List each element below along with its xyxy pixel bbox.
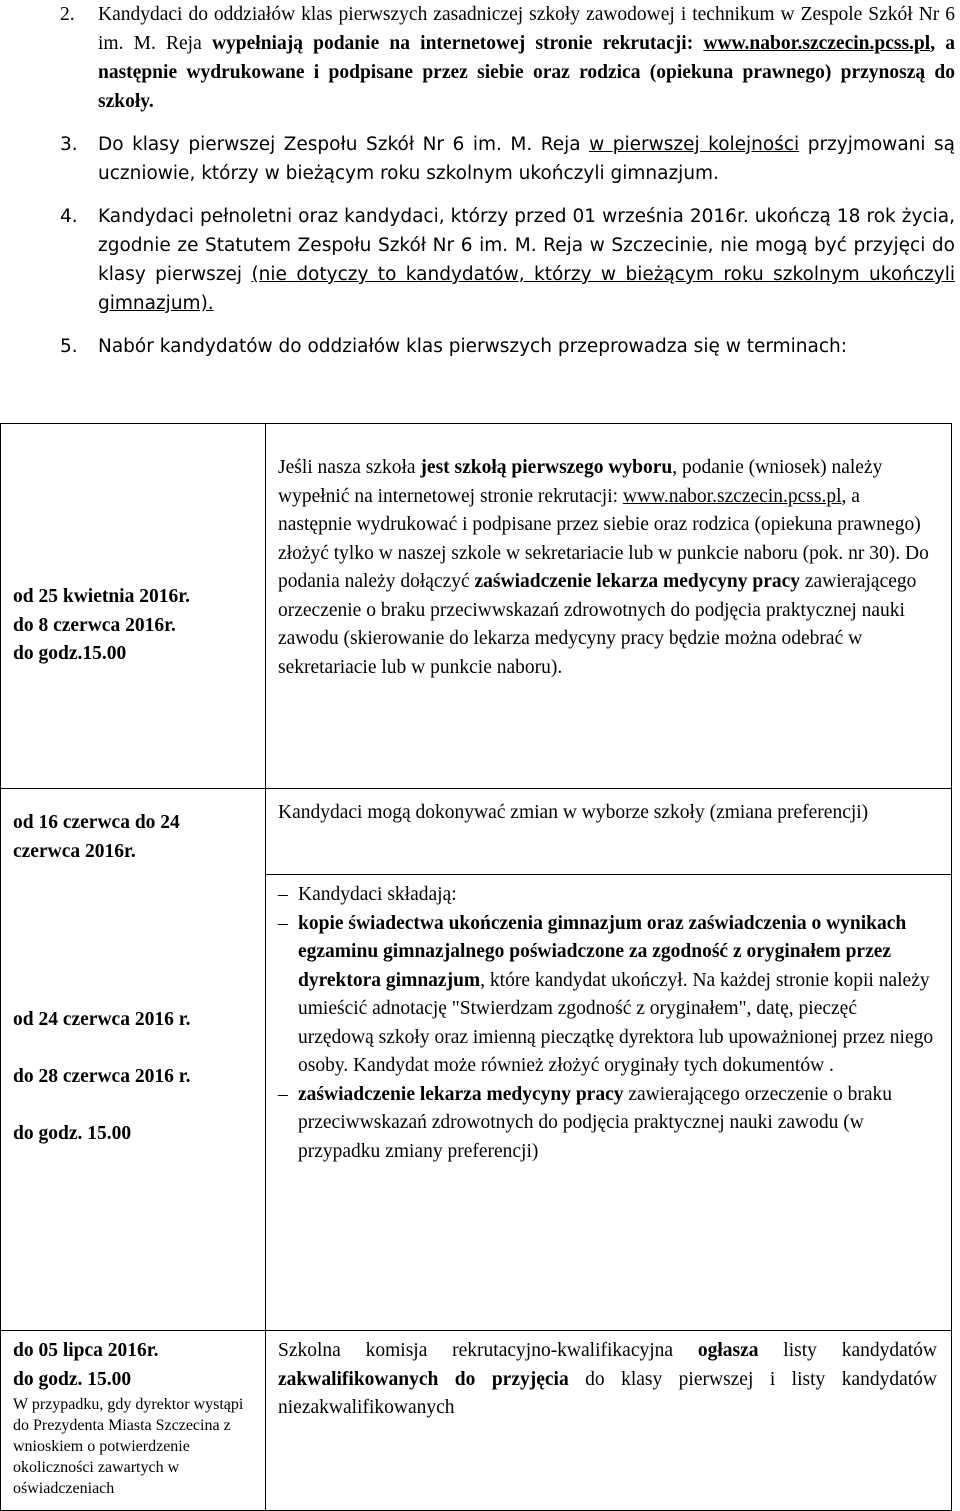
date-cell: od 16 czerwca do 24 czerwca 2016r. <box>1 789 266 875</box>
dash-marker: – <box>278 884 288 905</box>
description-cell: Szkolna komisja rekrutacyjno-kwalifikacyjna ogłasza listy kandydatów zakwalifikowanych do przyjęcia do klasy pierwszej i listy kandydatów niezakwalifikowanych <box>266 1331 952 1511</box>
recruitment-link[interactable]: www.nabor.szczecin.pcss.pl <box>703 33 931 54</box>
date-cell: od 25 kwietnia 2016r. do 8 czerwca 2016r. do godz.15.00 <box>1 424 266 789</box>
list-item-2: 2. Kandydaci do oddziałów klas pierwszych zasadniczej szkoły zawodowej i technikum w Zespole Szkół Nr 6 im. M. Reja wypełniają podanie na internetowej stronie rekrutacji: www.nabor.szczecin.pcss.pl, a następnie wydrukowane i podpisane przez siebie oraz rodzica (opiekuna prawnego) przynoszą do szkoły. <box>60 0 955 116</box>
date-cell: od 24 czerwca 2016 r. do 28 czerwca 2016 r. do godz. 15.00 <box>1 875 266 1331</box>
item-number: 5. <box>60 336 78 357</box>
description-cell: Kandydaci mogą dokonywać zmian w wyborze szkoły (zmiana preferencji) <box>266 789 952 875</box>
schedule-row-4 <box>1 1331 952 1511</box>
item-number: 4. <box>60 206 78 227</box>
numbered-list <box>60 0 955 375</box>
note-text: W przypadku, gdy dyrektor wystąpi do Prezydenta Miasta Szczecina z wnioskiem o potwierdzenie okoliczności zawartych w oświadczeniach <box>13 1396 244 1497</box>
dash-marker: – <box>278 1083 288 1105</box>
item-number: 2. <box>60 4 75 25</box>
dash-item: – Kandydaci składają: <box>278 881 937 910</box>
list-item-4: 4. Kandydaci pełnoletni oraz kandydaci, którzy przed 01 września 2016r. ukończą 18 rok życia, zgodnie ze Statutem Zespołu Szkół Nr 6 im. M. Reja w Szczecinie, nie mogą być przyjęci do klasy pierwszej (nie dotyczy to kandydatów, którzy w bieżącym roku szkolnym ukończyli gimnazjum). <box>60 202 955 318</box>
schedule-row-2 <box>1 789 952 875</box>
dash-item: – kopie świadectwa ukończenia gimnazjum oraz zaświadczenia o wynikach egzaminu gimnazjalnego poświadczone za zgodność z oryginałem przez dyrektora gimnazjum, które kandydat ukończył. Na każdej stronie kopii należy umieścić adnotację "Stwierdzam zgodność z oryginałem", datę, pieczęć urzędową szkoły oraz imienną pieczątkę dyrektora lub upoważnionej przez niego osoby. Kandydat może również złożyć oryginały tych dokumentów . <box>278 910 937 1081</box>
description-cell <box>266 875 952 1331</box>
dash-item: – zaświadczenie lekarza medycyny pracy zawierającego orzeczenie o braku przeciwwskazań zdrowotnych do podjęcia praktycznej nauki zawodu (w przypadku zmiany preferencji) <box>278 1081 937 1167</box>
recruitment-link[interactable]: www.nabor.szczecin.pcss.pl <box>622 485 842 507</box>
date-cell: do 05 lipca 2016r. do godz. 15.00 W przypadku, gdy dyrektor wystąpi do Prezydenta Miasta Szczecina z wnioskiem o potwierdzenie okoliczności zawartych w oświadczeniach <box>1 1331 266 1511</box>
item-number: 3. <box>60 134 78 155</box>
description-cell: Jeśli nasza szkoła jest szkołą pierwszego wyboru, podanie (wniosek) należy wypełnić na internetowej stronie rekrutacji: www.nabor.szczecin.pcss.pl, a następnie wydrukować i podpisane przez siebie oraz rodzica (opiekuna prawnego) złożyć tylko w naszej szkole w sekretariacie lub w punkcie naboru (pok. nr 30). Do podania należy dołączyć zaświadczenie lekarza medycyny pracy zawierającego orzeczenie o braku przeciwwskazań zdrowotnych do podjęcia praktycznej nauki zawodu (skierowanie do lekarza medycyny pracy będzie można odebrać w sekretariacie lub w punkcie naboru). <box>266 424 952 789</box>
schedule-table <box>0 423 952 1511</box>
schedule-row-3 <box>1 875 952 1331</box>
schedule-row-1 <box>1 424 952 789</box>
list-item-3: 3. Do klasy pierwszej Zespołu Szkół Nr 6 im. M. Reja w pierwszej kolejności przyjmowani są uczniowie, którzy w bieżącym roku szkolnym ukończyli gimnazjum. <box>60 130 955 188</box>
dash-marker: – <box>278 912 288 934</box>
list-item-5: 5. Nabór kandydatów do oddziałów klas pierwszych przeprowadza się w terminach: <box>60 332 955 361</box>
